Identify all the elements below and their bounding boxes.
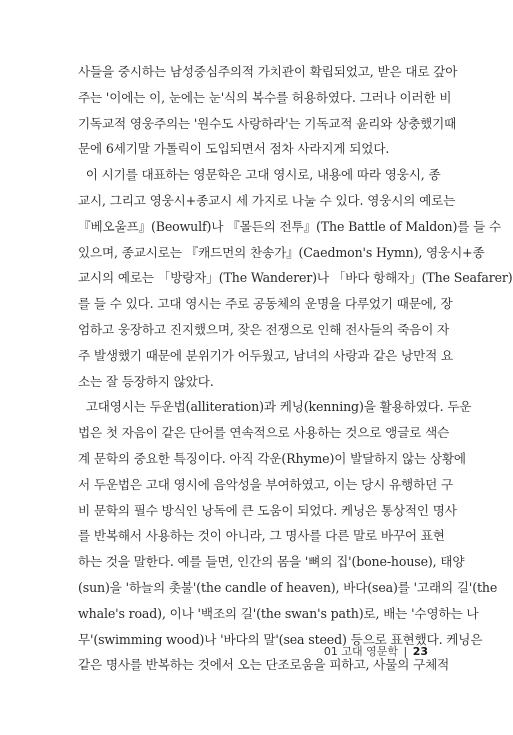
text-line: 소는 잘 등장하지 않았다. [78, 373, 214, 389]
footer-separator: | [403, 645, 408, 658]
text-line: 있으며, 종교시로는 『캐드먼의 찬송가』(Caedmon's Hymn), 영웅시+종 [78, 244, 485, 260]
text-line: 교시, 그리고 영웅시+종교시 세 가지로 나눌 수 있다. 영웅시의 예로는 [78, 192, 456, 208]
text-line: 엄하고 웅장하고 진지했으며, 잦은 전쟁으로 인해 전사들의 죽음이 자 [78, 321, 450, 337]
text-line: 법은 첫 자음이 같은 단어를 연속적으로 사용하는 것으로 앵글로 색슨 [78, 425, 450, 441]
page-number: 23 [412, 645, 428, 658]
text-line: 기독교적 영웅주의는 '원수도 사랑하라'는 기독교적 윤리와 상충했기때 [78, 115, 457, 131]
body-text [78, 59, 513, 678]
chapter-label: 01 고대 영문학 [323, 645, 398, 658]
text-line: 하는 것을 말한다. 예를 들면, 인간의 몸을 '뼈의 집'(bone-house), 태양 [78, 554, 465, 570]
text-line: 고대영시는 두운법(alliteration)과 케닝(kenning)을 활용하였다. 두운 [78, 399, 472, 415]
text-line: 『베오울프』(Beowulf)나 『몰든의 전투』(The Battle of Maldon)를 들 수 [78, 218, 502, 234]
text-line: 를 반복해서 사용하는 것이 아니라, 그 명사를 다른 말로 바꾸어 표현 [78, 528, 445, 544]
text-line: 비 문학의 필수 방식인 낭독에 큰 도움이 되었다. 케닝은 통상적인 명사 [78, 502, 457, 518]
text-line: 같은 명사를 반복하는 것에서 오는 단조로움을 피하고, 사물의 구체적 [78, 657, 450, 673]
text-line: 주는 '이에는 이, 눈에는 눈'식의 복수를 허용하였다. 그러나 이러한 비 [78, 89, 452, 105]
text-line: 계 문학의 중요한 특징이다. 아직 각운(Rhyme)이 발달하지 않는 상황에 [78, 450, 466, 466]
text-line: 무'(swimming wood)나 '바다의 말'(sea steed) 등으로 표현했다. 케닝은 [78, 631, 483, 647]
text-line: 문에 6세기말 가톨릭이 도입되면서 점차 사라지게 되었다. [78, 141, 390, 157]
text-line: whale's road), 이나 '백조의 길'(the swan's path)로, 배는 '수영하는 나 [78, 605, 479, 621]
text-line: 사들을 중시하는 남성중심주의적 가치관이 확립되었고, 받은 대로 갚아 [78, 64, 458, 79]
text-line: 교시의 예로는 「방랑자」(The Wanderer)나 「바다 항해자」(The Seafarer) [78, 270, 513, 286]
text-line: (sun)을 '하늘의 촛불'(the candle of heaven), 바다(sea)를 '고래의 길'(the [78, 579, 498, 595]
text-line: 서 두운법은 고대 영시에 음악성을 부여하였고, 이는 당시 유행하던 구 [78, 476, 453, 492]
page-footer [324, 643, 428, 659]
text-line: 주 발생했기 때문에 분위기가 어두웠고, 남녀의 사랑과 같은 낭만적 요 [78, 347, 453, 363]
text-line: 를 들 수 있다. 고대 영시는 주로 공동체의 운명을 다루었기 때문에, 장 [78, 296, 453, 312]
text-line: 이 시기를 대표하는 영문학은 고대 영시로, 내용에 따라 영웅시, 종 [78, 167, 441, 183]
